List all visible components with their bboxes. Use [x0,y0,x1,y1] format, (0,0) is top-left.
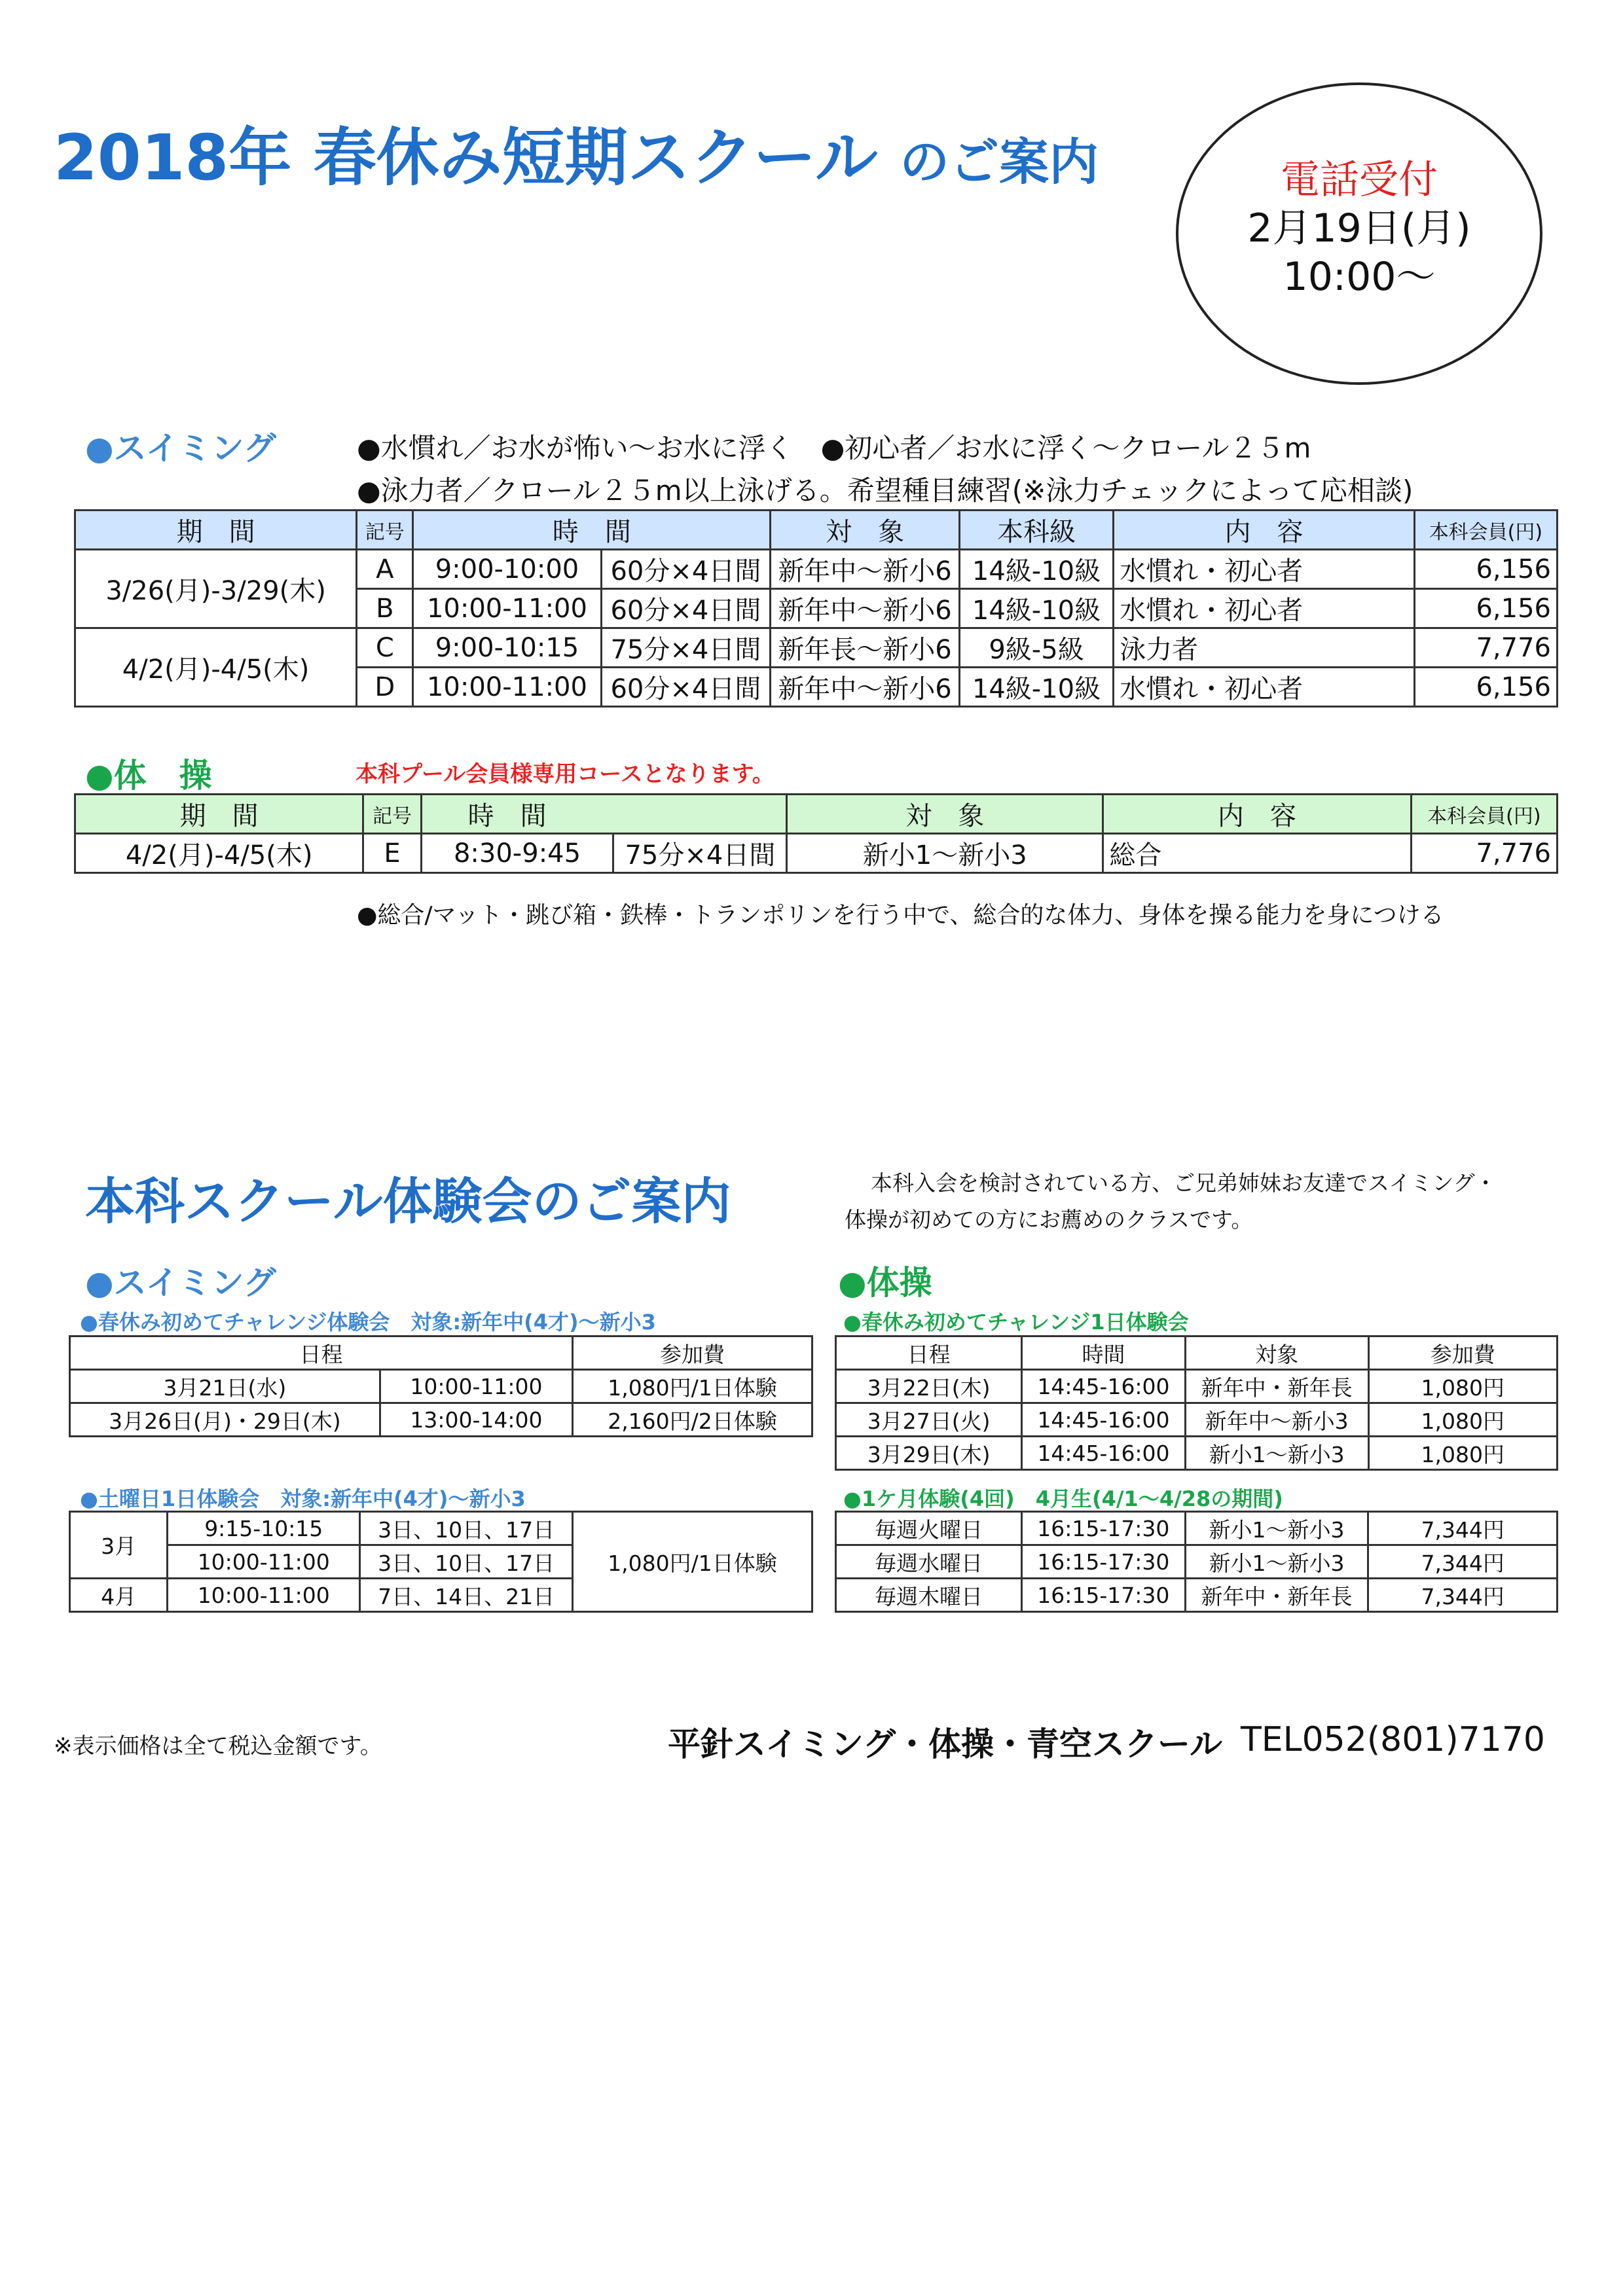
phone-time: 10:00～ [1283,254,1436,300]
trial-gym-t2-title: ●1ケ月体験(4回) 4月生(4/1～4/28の期間) [843,1486,1283,1511]
trial-swim-t2-title: ●土曜日1日体験会 対象:新年中(4才)～新小3 [80,1486,526,1511]
gym-description: ●総合/マット・跳び箱・鉄棒・トランポリンを行う中で、総合的な体力、身体を操る能力を身につける [357,902,1444,929]
table-row: 4月 10:00-11:00 7日、14日、21日 [70,1579,812,1612]
table-row: 3月27日(火) 14:45-16:00 新年中～新小3 1,080円 [836,1403,1558,1437]
title-sub: のご案内 [900,133,1099,191]
table-row: B 10:00-11:00 60分×4日間 新年中～新小6 14級-10級 水慣れ・初心者 6,156 [75,589,1558,628]
trial-intro-line-1: 本科入会を検討されている方、ご兄弟姉妹お友達でスイミング・ [871,1170,1497,1196]
school-phone: TEL052(801)7170 [1241,1720,1546,1759]
gym-schedule-table [74,793,1558,874]
table-row: 4/2(月)-4/5(木) E 8:30-9:45 75分×4日間 新小1～新小3 総合 7,776 [75,834,1558,873]
trial-swim-t1-title: ●春休み初めてチャレンジ体験会 対象:新年中(4才)～新小3 [80,1310,656,1335]
table-header: 期 間 記号 時 間 対 象 内 容 本科会員(円) [75,795,1558,834]
tax-note: ※表示価格は全て税込金額です。 [54,1733,382,1759]
phone-date: 2月19日(月) [1247,206,1471,251]
title-main: 2018年 春休み短期スクール [54,121,878,194]
table-row: 3月26日(月)・29日(木) 13:00-14:00 2,160円/2日体験 [70,1403,812,1437]
page-title [54,108,1099,198]
table-row: D 10:00-11:00 60分×4日間 新年中～新小6 14級-10級 水慣れ・初心者 6,156 [75,668,1558,707]
table-row: 3月29日(木) 14:45-16:00 新小1～新小3 1,080円 [836,1437,1558,1470]
table-row: 3/26(月)-3/29(木) A 9:00-10:00 60分×4日間 新年中～新小6 14級-10級 水慣れ・初心者 6,156 [75,550,1558,589]
table-row: 4/2(月)-4/5(木) C 9:00-10:15 75分×4日間 新年長～新小6 9級-5級 泳力者 7,776 [75,628,1558,668]
trial-intro [845,1165,1497,1238]
swimming-bullet-1: ●水慣れ／お水が怖い～お水に浮く ●初心者／お水に浮く～クロール２５m [357,432,1311,464]
trial-gym-table-2 [835,1511,1558,1613]
trial-swim-table-2 [69,1511,813,1613]
table-row: 毎週水曜日 16:15-17:30 新小1～新小3 7,344円 [836,1545,1558,1579]
school-name: 平針スイミング・体操・青空スクール [668,1725,1222,1763]
trial-gym-table-1 [835,1335,1558,1471]
table-row: 毎週木曜日 16:15-17:30 新年中・新年長 7,344円 [836,1579,1558,1612]
table-header: 日程 時間 対象 参加費 [836,1336,1558,1370]
swimming-heading: ●スイミング [85,429,276,467]
table-header: 期 間 記号 時 間 対 象 本科級 内 容 本科会員(円) [75,511,1558,550]
table-row: 10:00-11:00 3日、10日、17日 [70,1545,812,1579]
table-row: 毎週火曜日 16:15-17:30 新小1～新小3 7,344円 [836,1512,1558,1545]
table-row: 3月 9:15-10:15 3日、10日、17日 1,080円/1日体験 [70,1512,812,1545]
swimming-schedule-table [74,509,1558,708]
trial-intro-line-2: 体操が初めての方にお薦めのクラスです。 [845,1207,1253,1232]
phone-label: 電話受付 [1281,157,1438,203]
trial-swim-table-1 [69,1335,813,1437]
gym-member-note: 本科プール会員様専用コースとなります。 [356,761,775,787]
trial-swim-heading: ●スイミング [85,1264,276,1302]
trial-gym-t1-title: ●春休み初めてチャレンジ1日体験会 [843,1310,1189,1335]
table-row: 3月21日(水) 10:00-11:00 1,080円/1日体験 [70,1370,812,1403]
gym-heading: ●体 操 [85,757,212,795]
table-header: 日程 参加費 [70,1336,812,1370]
swimming-bullet-2: ●泳力者／クロール２５m以上泳げる。希望種目練習(※泳力チェックによって応相談) [357,475,1413,507]
table-row: 3月22日(木) 14:45-16:00 新年中・新年長 1,080円 [836,1370,1558,1403]
trial-heading: 本科スクール体験会のご案内 [85,1172,731,1230]
phone-booth-oval [1176,82,1542,385]
trial-gym-heading: ●体操 [838,1264,932,1302]
